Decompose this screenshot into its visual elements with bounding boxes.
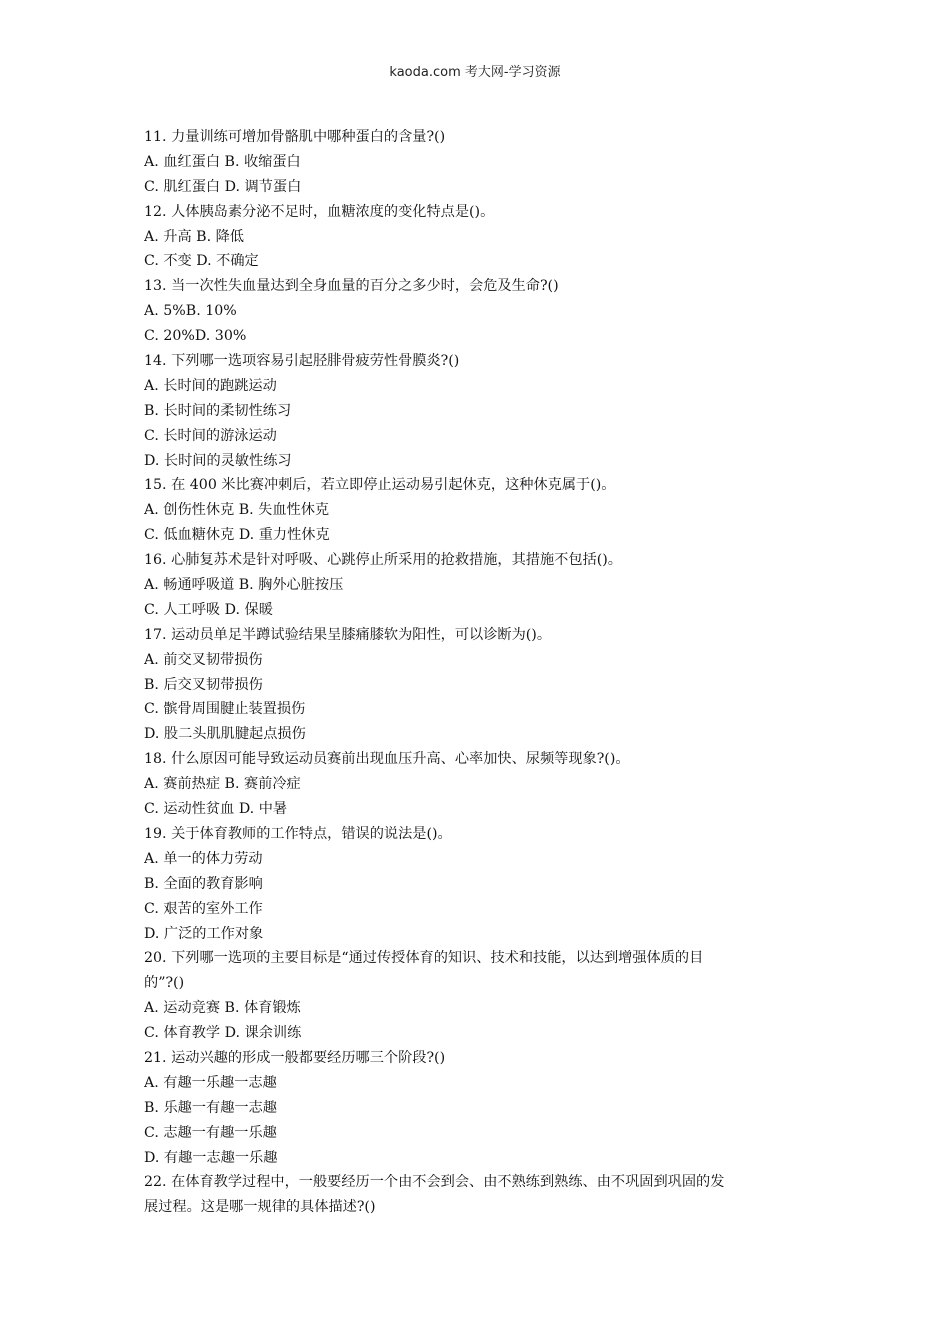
question-20-options-cd: C. 体育教学 D. 课余训练 — [144, 1025, 302, 1042]
question-17-option-c: C. 髌骨周围腱止装置损伤 — [144, 701, 306, 718]
question-11-options-ab: A. 血红蛋白 B. 收缩蛋白 — [144, 153, 301, 170]
question-14-option-d: D. 长时间的灵敏性练习 — [144, 452, 292, 469]
question-15-options-cd: C. 低血糖休克 D. 重力性休克 — [144, 527, 330, 544]
question-19-option-d: D. 广泛的工作对象 — [144, 925, 264, 942]
question-19-option-c: C. 艰苦的室外工作 — [144, 900, 263, 917]
question-16-stem: 16. 心肺复苏术是针对呼吸、心跳停止所采用的抢救措施，其措施不包括()。 — [144, 552, 622, 569]
question-15-options-ab: A. 创伤性休克 B. 失血性休克 — [144, 502, 330, 519]
question-14-option-c: C. 长时间的游泳运动 — [144, 427, 277, 444]
question-16-options-cd: C. 人工呼吸 D. 保暖 — [144, 601, 273, 618]
question-21-option-a: A. 有趣一乐趣一志趣 — [144, 1074, 277, 1091]
question-13-options-cd: C. 20%D. 30% — [144, 328, 247, 345]
question-21-stem: 21. 运动兴趣的形成一般都要经历哪三个阶段?() — [144, 1049, 446, 1066]
question-19-option-a: A. 单一的体力劳动 — [144, 850, 263, 867]
question-21-option-c: C. 志趣一有趣一乐趣 — [144, 1124, 277, 1141]
question-20-options-ab: A. 运动竞赛 B. 体育锻炼 — [144, 1000, 301, 1017]
question-17-option-d: D. 股二头肌肌腱起点损伤 — [144, 726, 306, 743]
question-13-stem: 13. 当一次性失血量达到全身血量的百分之多少时，会危及生命?() — [144, 278, 559, 295]
question-20-stem-cont: 的”?() — [144, 975, 185, 992]
question-12-stem: 12. 人体胰岛素分泌不足时，血糖浓度的变化特点是()。 — [144, 203, 495, 220]
question-18-stem: 18. 什么原因可能导致运动员赛前出现血压升高、心率加快、尿频等现象?()。 — [144, 751, 630, 768]
question-17-option-b: B. 后交叉韧带损伤 — [144, 676, 263, 693]
question-14-stem: 14. 下列哪一选项容易引起胫腓骨疲劳性骨膜炎?() — [144, 353, 460, 370]
question-19-option-b: B. 全面的教育影响 — [144, 875, 263, 892]
question-13-options-ab: A. 5%B. 10% — [144, 303, 237, 320]
question-12-options-ab: A. 升高 B. 降低 — [144, 228, 244, 245]
question-18-options-cd: C. 运动性贫血 D. 中暑 — [144, 801, 288, 818]
document-body — [144, 125, 816, 1220]
question-18-options-ab: A. 赛前热症 B. 赛前冷症 — [144, 776, 301, 793]
question-16-options-ab: A. 畅通呼吸道 B. 胸外心脏按压 — [144, 577, 344, 594]
question-17-stem: 17. 运动员单足半蹲试验结果呈膝痛膝软为阳性，可以诊断为()。 — [144, 626, 552, 643]
question-21-option-d: D. 有趣一志趣一乐趣 — [144, 1149, 278, 1166]
page-header: kaoda.com 考大网-学习资源 — [389, 65, 561, 80]
question-14-option-b: B. 长时间的柔韧性练习 — [144, 402, 292, 419]
question-22-stem: 22. 在体育教学过程中，一般要经历一个由不会到会、由不熟练到熟练、由不巩固到巩固的发 — [144, 1174, 725, 1191]
question-22-stem-cont: 展过程。这是哪一规律的具体描述?() — [144, 1199, 376, 1216]
question-12-options-cd: C. 不变 D. 不确定 — [144, 253, 259, 270]
question-11-stem: 11. 力量训练可增加骨骼肌中哪种蛋白的含量?() — [144, 129, 446, 145]
question-21-option-b: B. 乐趣一有趣一志趣 — [144, 1099, 277, 1116]
question-11-options-cd: C. 肌红蛋白 D. 调节蛋白 — [144, 178, 302, 195]
question-17-option-a: A. 前交叉韧带损伤 — [144, 651, 263, 668]
question-19-stem: 19. 关于体育教师的工作特点，错误的说法是()。 — [144, 825, 452, 842]
question-15-stem: 15. 在 400 米比赛冲刺后，若立即停止运动易引起休克，这种休克属于()。 — [144, 477, 616, 494]
question-20-stem: 20. 下列哪一选项的主要目标是“通过传授体育的知识、技术和技能，以达到增强体质的目 — [144, 950, 704, 967]
question-14-option-a: A. 长时间的跑跳运动 — [144, 377, 277, 394]
